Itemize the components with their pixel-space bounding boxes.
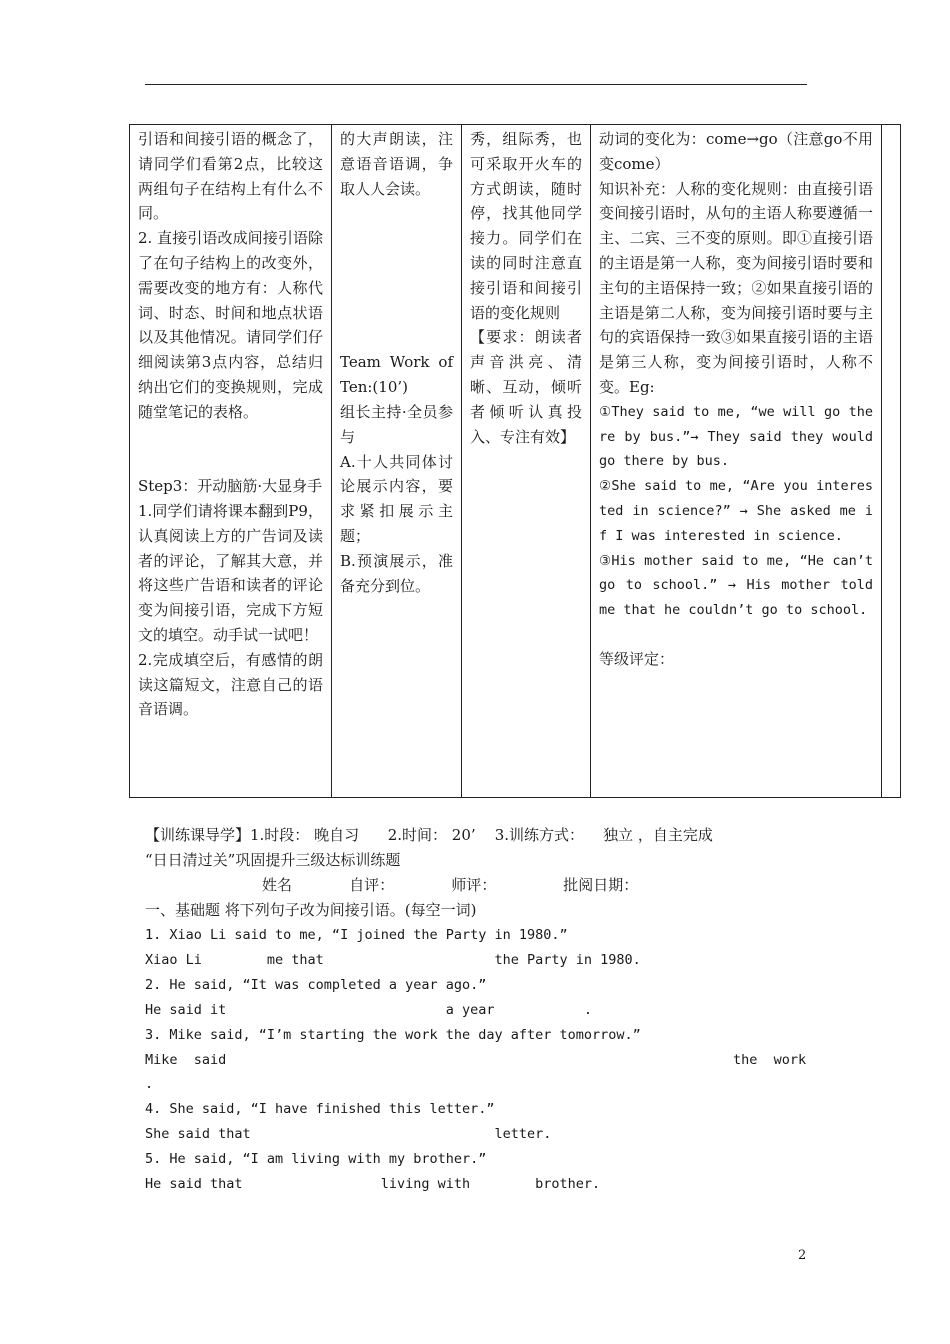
- knowledge-examples: ①They said to me, “we will go there by bus.”→ They said they would go there by bus. ②She said to me, “Are you interested in science?” → She asked me if I was interested in science. ③His mother said to me, “He can’t go to school.” → His mother told me that he couldn’t go to school.: [599, 403, 873, 619]
- knowledge-text: 动词的变化为：come→go（注意go不用变come） 知识补充：人称的变化规则：由直接引语变间接引语时，从句的主语人称要遵循一主、二宾、三不变的原则。即①直接引语的主语是第一人称，变为间接引语时要和主句的主语保持一致；②如果直接引语的主语是第二人称，变为间接引语时要与主句的宾语保持一致③如果直接引语的主语是第三人称，变为间接引语时，人称不变。Eg:: [599, 130, 873, 396]
- training-info-line: 【训练课导学】1.时段： 晚自习 2.时间： 20’ 3.训练方式： 独立 ，自主完成: [145, 826, 713, 844]
- table-cell-knowledge: [591, 125, 882, 798]
- team-work-text: Team Work of Ten:(10’) 组长主持·全员参与 A.十人共同体讨论展示内容，要求紧扣展示主题； B.预演展示，准备充分到位。: [340, 353, 453, 595]
- page-number: 2: [798, 1248, 807, 1263]
- exercise-answer-end: .: [145, 1076, 154, 1092]
- header-rule: [145, 84, 807, 85]
- grade-evaluation-label: 等级评定：: [599, 649, 675, 668]
- training-title: “日日清过关”巩固提升三级达标训练题: [145, 851, 401, 869]
- table-cell-student-activity: [332, 125, 462, 798]
- exercise-question: 2. He said, “It was completed a year ago.”: [145, 977, 487, 993]
- exercise-answer-line: Xiao Li me that the Party in 1980.: [145, 952, 641, 968]
- table-cell-blank: [882, 125, 901, 798]
- table-cell-display: [462, 125, 591, 798]
- exercise-answer-line: She said that letter.: [145, 1126, 552, 1142]
- table-cell-teacher-guidance: [130, 125, 332, 798]
- evaluation-fields-line: 姓名 自评： 师评： 批阅日期：: [262, 876, 639, 894]
- student-activity-text: 的大声朗读，注意语音语调，争取人人会读。: [340, 130, 453, 198]
- exercise-answer-tail: the work: [733, 1052, 807, 1068]
- exercise-question: 1. Xiao Li said to me, “I joined the Party in 1980.”: [145, 927, 568, 943]
- lesson-plan-table: [129, 124, 901, 798]
- exercise-answer-line: He said it a year .: [145, 1002, 593, 1018]
- exercise-question: 3. Mike said, “I’m starting the work the day after tomorrow.”: [145, 1027, 641, 1043]
- exercise-question: 5. He said, “I am living with my brother.”: [145, 1151, 487, 1167]
- exercise-answer-line: He said that living with brother.: [145, 1176, 601, 1192]
- exercise-answer-line: Mike said: [145, 1052, 227, 1068]
- teacher-guidance-text: 引语和间接引语的概念了，请同学们看第2点，比较这两组句子在结构上有什么不同。 2. 直接引语改成间接引语除了在句子结构上的改变外，需要改变的地方有：人称代词、时态、时间和地点状语以及其他情况。请同学们仔细阅读第3点内容，总结归纳出它们的变换规则，完成随堂笔记的表格。 Step3：开动脑筋·大显身手 1.同学们请将课本翻到P9，认真阅读上方的广告词及读者的评论，了解其大意，并将这些广告语和读者的评论变为间接引语，完成下方短文的填空。动手试一试吧！ 2.完成填空后，有感情的朗读这篇短文，注意自己的语音语调。: [138, 130, 323, 719]
- display-text: 秀，组际秀，也可采取开火车的方式朗读，随时停，找其他同学接力。同学们在读的同时注意直接引语和间接引语的变化规则 【要求：朗读者声音洪亮、清晰、互动，倾听者倾听认真投入、专注有效】: [470, 130, 582, 446]
- exercise-heading: 一、基础题 将下列句子改为间接引语。(每空一词): [145, 901, 477, 919]
- exercise-question: 4. She said, “I have finished this letter.”: [145, 1101, 495, 1117]
